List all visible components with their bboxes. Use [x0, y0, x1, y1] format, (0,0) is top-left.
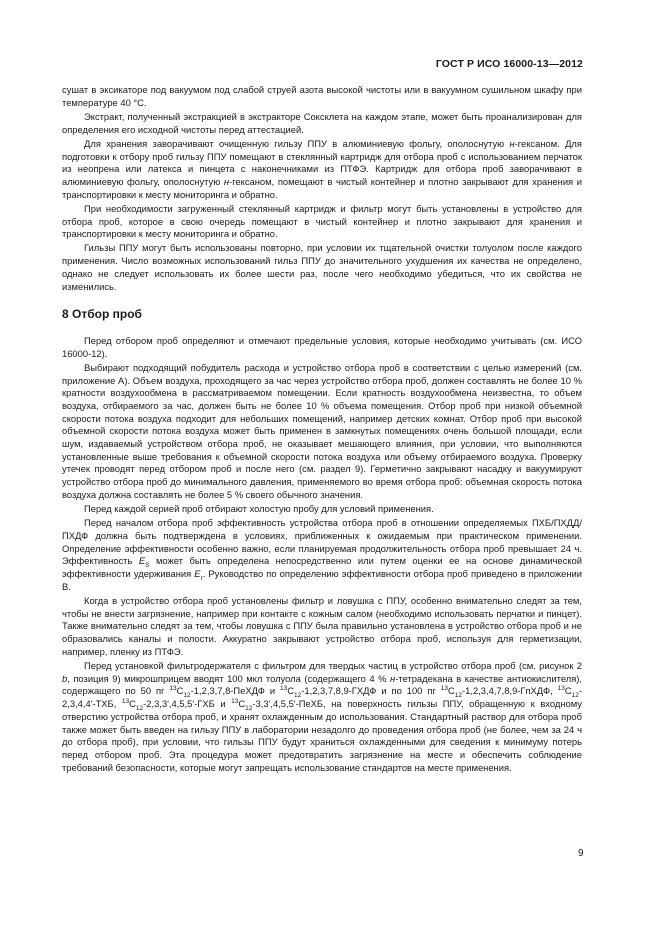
paragraph: Экстракт, полученный экстракцией в экстракторе Соксклета на каждом этапе, может быть проанализирован для определения его исходной чистоты перед аттестацией.: [62, 110, 582, 135]
page-number: 9: [578, 848, 584, 859]
section-heading: 8 Отбор проб: [62, 307, 142, 322]
paragraph: Перед отбором проб определяют и отмечают предельные условия, которые необходимо учитывать (см. ИСО 16000-12).: [62, 334, 582, 359]
paragraph: При необходимости загруженный стеклянный картридж и фильтр могут быть установлены в устройство для отбора проб, которое в свою очередь помещают в чистый контейнер и плотно закрывают для хранения и транспортировки к месту мониторинга и обратно.: [62, 202, 582, 240]
paragraph: Выбирают подходящий побудитель расхода и устройство отбора проб в соответствии с целью измерений (см. приложение А). Объем воздуха, проходящего за час через устройство отбора проб, должен составлять не более 10 % кратности воздухообмена в рассматриваемом помещении. Если кратность воздухообмена неизвестна, то объем воздуха, отбираемого за час, должен быть не более 10 % объема помещения. Отбор проб при низкой объемной скорости потока воздуха подходит для небольших помещений, например детских комнат. Отбор проб при высокой объемной скорости потока воздуха может быть применен в замкнутых помещениях очень большой площади, если шум, издаваемый устройством отбора проб, не оказывает мешающего влияния, при условии, что выполняются установленные выше требования к объемной скорости потока воздуха или объему отбираемого воздуха. Проверку утечек проводят перед отбором проб и после него (см. раздел 9). Герметично закрывают насадку и вакуумируют устройство отбора проб до минимального давления, применяемого во время отбора проб: объемная скорость потока воздуха должна составлять не более 5 % своего обычного значения.: [62, 361, 582, 500]
paragraph: Перед началом отбора проб эффективность устройства отбора проб в отношении определяемых ПХБ/ПХДД/ПХДФ должна быть подтверждена в условиях, приближенных к ожидаемым при практическом применении. Определение эффективности особенно важно, если планируемая продолжительность отбора проб превышает 24 ч. Эффективность $E_S$ может быть определена непосредственно или путем оценки ее на основе динамической эффективности удерживания $E_r$. Руководство по определению эффективности отбора проб приведено в приложении В.: [62, 517, 582, 592]
paragraph: Перед установкой фильтродержателя с фильтром для твердых частиц в устройство отбора проб (см. рисунок 2 b, позиция 9) микрошприцем вводят 100 мкл толуола (содержащего 4 % н-тетрадекана в качестве антиокислителя), содержащего по 50 пг $^{13}С_{12}-1,2,3,7,8$-ПеХДФ и $^{13}С_{12}-1,2,3,7,8,9$-ГХДФ и по 100 пг $^{13}С_{12}-1,2,3,4,7,8,9$-ГпХДФ, $^{13}С_{12}-2,3,4,4'$-ТХБ, $^{13}С_{12}-2,3,3',4,5,5'$-ГХБ и $^{13}С_{12}-3,3',4,5,5'$-ПеХБ, на поверхность гильзы ППУ, обращенную к входному отверстию устройства отбора проб, и хранят охлажденным до использования. Стандартный раствор для отбора проб также может быть введен на гильзу ППУ в лаборатории незадолго до проведения отбора проб (не более, чем за 24 ч до отбора проб), при условии, что гильзы ППУ будут храниться охлажденными для сведения к минимуму потерь перед отбором проб. Эта процедура может предотвратить загрязнение на месте и обеспечить соблюдение требований безопасности, которые могут запрещать использование стандартов на месте применения.: [62, 660, 583, 773]
paragraph: Гильзы ППУ могут быть использованы повторно, при условии их тщательной очистки толуолом после каждого применения. Число возможных использований гильз ППУ до значительного ухудшения их качества не определено, однако не следует использовать их более шести раз, после чего необходимо убедиться, что их свойства не изменились.: [62, 242, 582, 292]
paragraph: Когда в устройство отбора проб установлены фильтр и ловушка с ППУ, особенно внимательно следят за тем, чтобы не внести загрязнение, например при контакте с кожным салом (необходимо использовать перчатки и пинцет). Также внимательно следят за тем, чтобы ловушка с ППУ была правильно установлена в устройство отбора проб и не образовались каналы и полости. Аккуратно закрывают устройство отбора проб, используя для герметизации, например, пленку из ПТФЭ.: [62, 595, 582, 657]
paragraph: Перед каждой серией проб отбирают холостую пробу для условий применения.: [84, 503, 434, 515]
document-header: ГОСТ Р ИСО 16000-13—2012: [435, 58, 583, 70]
paragraph: Для хранения заворачивают очищенную гильзу ППУ в алюминиевую фольгу, ополоснутую н-гексаном. Для подготовки к отбору проб гильзу ППУ помещают в стеклянный картридж для отбора проб с использованием перчаток из неопрена или латекса и пинцета с наконечниками из ПТФЭ. Картридж для отбора проб заворачивают в алюминиевую фольгу, ополоснутую н-гексаном, помещают в чистый контейнер и плотно закрывают для хранения и транспортировки к месту мониторинга и обратно.: [62, 137, 582, 200]
paragraph: сушат в эксикаторе под вакуумом под слабой струей азота высокой чистоты или в вакуумном сушильном шкафу при температуре 40 °С.: [62, 84, 582, 108]
page-body: [62, 84, 582, 776]
